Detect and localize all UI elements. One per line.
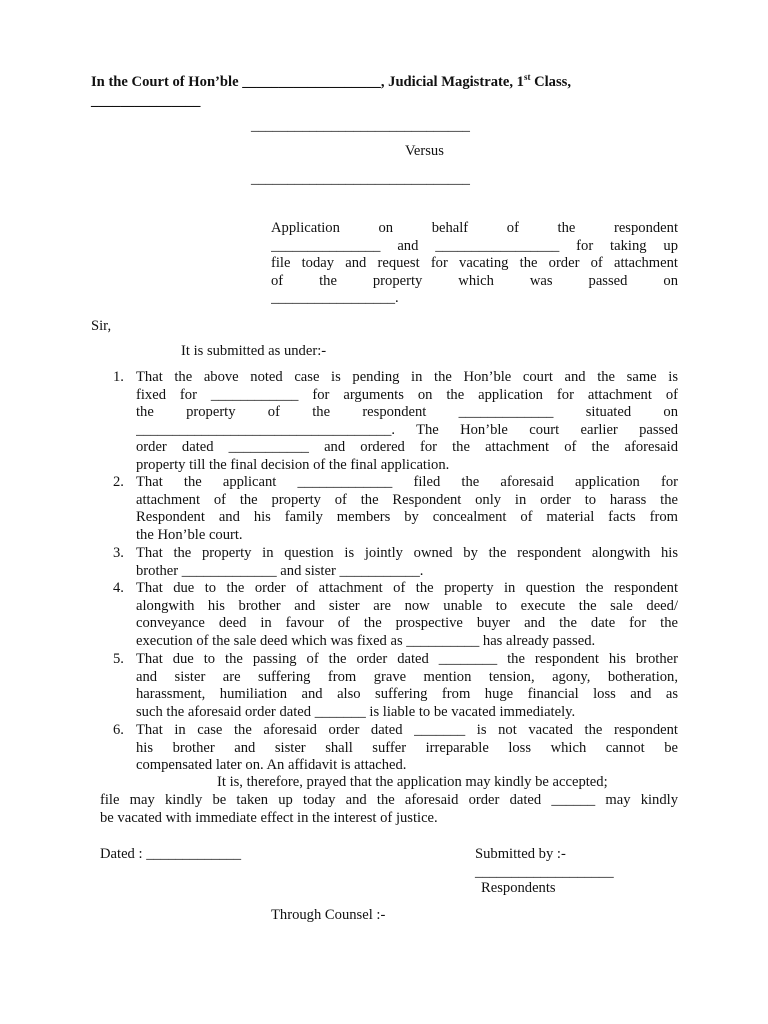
court-heading-superscript: st [523,72,531,82]
list-item [136,580,678,650]
item-number: 4. [113,580,124,596]
versus-label: Versus [405,143,444,159]
item-line: fixed for ____________ for arguments on the application for attachment of [136,386,678,403]
item-line: compensated later on. An affidavit is attached. [136,757,407,774]
item-line: brother _____________ and sister ___________. [136,562,424,579]
petitioner-line: ______________________________ [251,118,470,134]
item-number: 1. [113,369,124,385]
item-line: the property of the respondent _____________ situated on [136,404,678,421]
list-item [136,369,678,475]
item-line: order dated ___________ and ordered for the attachment of the aforesaid [136,439,678,456]
court-heading [91,74,571,92]
intro-text: It is submitted as under:- [181,343,327,359]
item-number: 3. [113,545,124,561]
court-heading-end: Class, [530,74,571,90]
dated-field: Dated : _____________ [100,846,242,862]
subject-line: Application on behalf of the respondent [271,220,678,236]
item-line: That the above noted case is pending in the Hon’ble court and the same is [136,369,678,385]
item-line: conveyance deed in favour of the prospective buyer and the date for the [136,615,678,632]
item-line: That in case the aforesaid order dated _______ is not vacated the respondent [136,722,678,738]
item-line: That the applicant _____________ filed the aforesaid application for [136,474,678,490]
subject-line: _______________ and _________________ for taking up [271,237,678,254]
item-line: ___________________________________. The Hon’ble court earlier passed [136,421,678,438]
item-line: Respondent and his family members by concealment of material facts from [136,509,678,526]
item-line: the Hon’ble court. [136,526,243,543]
subject-line: of the property which was passed on [271,272,678,289]
item-line: property till the final decision of the final application. [136,456,450,473]
respondents-label: Respondents [481,880,556,896]
court-heading-text: In the Court of Hon’ble ___________________, Judicial Magistrate, 1 [91,74,524,90]
subject-block [271,220,678,308]
respondent-line: ______________________________ [251,171,470,187]
item-number: 2. [113,474,124,490]
prayer-continuation [100,792,678,827]
through-counsel-label: Through Counsel :- [271,907,386,923]
prayer-line: file may kindly be taken up today and the aforesaid order dated ______ may kindly [100,792,678,808]
item-number: 6. [113,722,124,738]
item-line: execution of the sale deed which was fixed as __________ has already passed. [136,632,596,649]
item-line: such the aforesaid order dated _______ is liable to be vacated immediately. [136,703,576,720]
subject-line: file today and request for vacating the order of attachment [271,255,678,272]
item-line: That the property in question is jointly owned by the respondent alongwith his [136,545,678,561]
list-item [136,651,678,721]
item-line: That due to the order of attachment of the property in question the respondent [136,580,678,596]
signature-line: ___________________ [475,864,614,880]
item-number: 5. [113,651,124,667]
list-item [136,545,678,580]
item-line: alongwith his brother and sister are now unable to execute the sale deed/ [136,597,678,614]
prayer-line: It is, therefore, prayed that the application may kindly be accepted; [217,774,608,790]
list-item [136,474,678,544]
submitted-by-label: Submitted by :- [475,846,566,862]
item-line: That due to the passing of the order dated ________ the respondent his brother [136,651,678,667]
subject-line: _________________. [271,290,399,307]
item-line: and sister are suffering from grave mention tension, agony, botheration, [136,668,678,685]
item-line: his brother and sister shall suffer irreparable loss which cannot be [136,739,678,756]
item-line: harassment, humiliation and also suffering from huge financial loss and as [136,686,678,703]
item-line: attachment of the property of the Respondent only in order to harass the [136,491,678,508]
prayer-line: be vacated with immediate effect in the interest of justice. [100,809,438,826]
court-heading-line-2: _______________ [91,93,201,109]
salutation: Sir, [91,318,112,334]
list-item [136,722,678,775]
